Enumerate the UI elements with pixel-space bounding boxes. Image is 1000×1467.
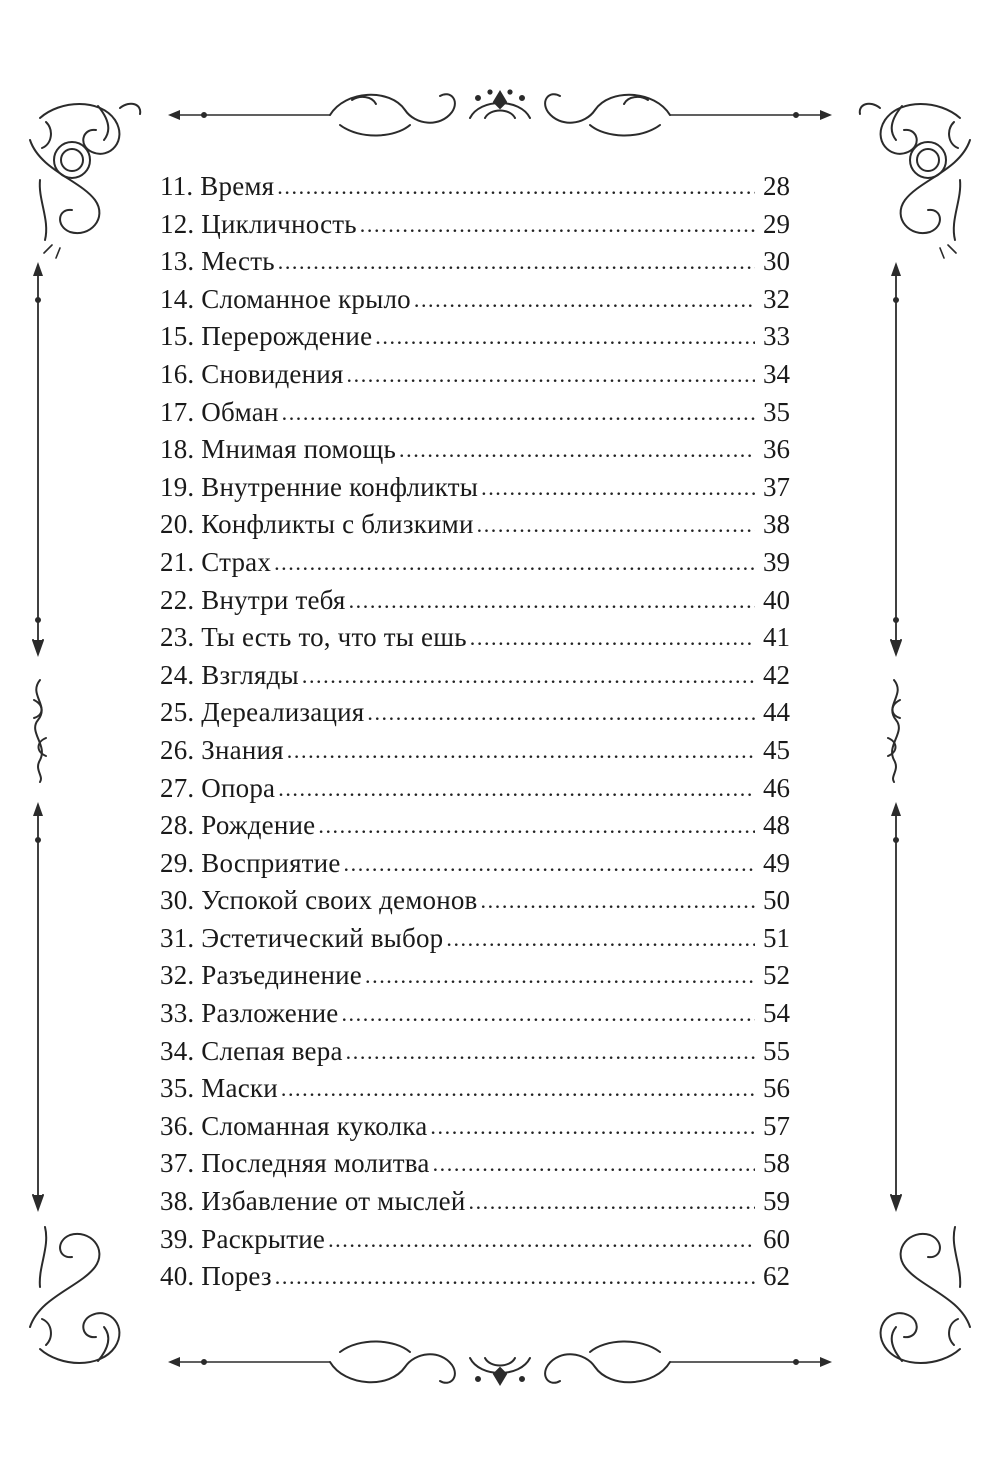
dot-leader [477, 505, 755, 544]
toc-entry-title: 13. Месть [160, 246, 275, 277]
toc-entry[interactable] [160, 168, 790, 206]
toc-entry[interactable] [160, 394, 790, 432]
toc-entry[interactable] [160, 732, 790, 770]
toc-entry-title: 30. Успокой своих демонов [160, 885, 478, 916]
arrow-border-icon [33, 802, 43, 1209]
toc-entry-page-number: 51 [763, 922, 790, 953]
toc-entry-title: 39. Раскрытие [160, 1223, 326, 1254]
toc-entry-page-number: 36 [763, 434, 790, 465]
dot-leader [341, 994, 755, 1033]
toc-entry[interactable] [160, 206, 790, 244]
arrow-border-icon [891, 262, 901, 654]
dot-leader [274, 543, 755, 582]
toc-entry-title: 37. Последняя молитва [160, 1148, 430, 1179]
toc-entry-page-number: 60 [763, 1223, 790, 1254]
toc-entry[interactable] [160, 544, 790, 582]
toc-entry[interactable] [160, 845, 790, 883]
toc-entry[interactable] [160, 1183, 790, 1221]
dot-leader [399, 430, 755, 469]
dragon-corner-icon [30, 104, 140, 258]
toc-entry-page-number: 62 [763, 1261, 790, 1292]
toc-entry-title: 27. Опора [160, 772, 276, 803]
dot-leader [344, 844, 755, 883]
toc-entry[interactable] [160, 882, 790, 920]
toc-entry-page-number: 40 [763, 584, 790, 615]
toc-entry-title: 23. Ты есть то, что ты ешь [160, 622, 467, 653]
toc-entry-title: 28. Рождение [160, 810, 316, 841]
toc-entry-page-number: 34 [763, 358, 790, 389]
toc-entry-page-number: 48 [763, 810, 790, 841]
toc-entry-page-number: 50 [763, 885, 790, 916]
dot-leader [275, 1257, 755, 1296]
toc-entry-page-number: 42 [763, 659, 790, 690]
toc-entry-page-number: 39 [763, 546, 790, 577]
arrow-border-icon [33, 262, 43, 654]
toc-entry[interactable] [160, 1108, 790, 1146]
table-of-contents [160, 168, 790, 1296]
toc-entry-page-number: 32 [763, 283, 790, 314]
dot-leader [349, 581, 755, 620]
toc-entry-page-number: 35 [763, 396, 790, 427]
toc-entry[interactable] [160, 770, 790, 808]
toc-entry-page-number: 28 [763, 171, 790, 201]
toc-entry-title: 16. Сновидения [160, 358, 344, 389]
dot-leader [430, 1107, 755, 1146]
toc-entry-title: 19. Внутренние конфликты [160, 471, 479, 502]
dot-leader [282, 393, 755, 432]
toc-entry[interactable] [160, 619, 790, 657]
toc-entry[interactable] [160, 920, 790, 958]
dragon-corner-icon [881, 1227, 970, 1363]
toc-entry-title: 22. Внутри тебя [160, 584, 346, 615]
toc-entry-page-number: 38 [763, 509, 790, 540]
dot-leader [277, 167, 755, 206]
toc-entry-page-number: 57 [763, 1110, 790, 1141]
toc-entry-title: 15. Перерождение [160, 321, 373, 352]
toc-entry[interactable] [160, 431, 790, 469]
toc-entry[interactable] [160, 807, 790, 845]
toc-entry[interactable] [160, 469, 790, 507]
toc-entry-page-number: 29 [763, 208, 790, 239]
toc-entry-title: 36. Сломанная куколка [160, 1110, 428, 1141]
toc-entry-title: 21. Страх [160, 546, 272, 577]
toc-entry-page-number: 37 [763, 471, 790, 502]
dot-leader [367, 693, 755, 732]
dot-leader [278, 769, 755, 808]
toc-entry-title: 17. Обман [160, 396, 279, 427]
toc-entry-title: 25. Дереализация [160, 697, 365, 728]
toc-entry-page-number: 54 [763, 998, 790, 1029]
toc-entry-title: 33. Разложение [160, 998, 339, 1029]
dot-leader [360, 205, 755, 244]
dot-leader [302, 656, 755, 695]
toc-entry[interactable] [160, 506, 790, 544]
dot-leader [375, 317, 755, 356]
toc-entry[interactable] [160, 657, 790, 695]
dot-leader [328, 1220, 755, 1259]
toc-entry-page-number: 59 [763, 1186, 790, 1217]
toc-entry-title: 18. Мнимая помощь [160, 434, 396, 465]
toc-entry-page-number: 56 [763, 1073, 790, 1104]
toc-entry-title: 24. Взгляды [160, 659, 299, 690]
dot-leader [365, 956, 755, 995]
toc-entry[interactable] [160, 243, 790, 281]
toc-entry[interactable] [160, 1033, 790, 1071]
toc-entry-title: 38. Избавление от мыслей [160, 1186, 466, 1217]
toc-entry-page-number: 33 [763, 321, 790, 352]
toc-entry-page-number: 45 [763, 734, 790, 765]
toc-entry-page-number: 58 [763, 1148, 790, 1179]
top-flourish-icon [168, 90, 832, 135]
dot-leader [318, 806, 755, 845]
toc-entry[interactable] [160, 995, 790, 1033]
dot-leader [470, 618, 755, 657]
dot-leader [481, 881, 755, 920]
toc-entry-title: 34. Слепая вера [160, 1035, 343, 1066]
dot-leader [414, 280, 755, 319]
toc-entry-page-number: 41 [763, 622, 790, 653]
bottom-flourish-icon [168, 1341, 832, 1384]
toc-entry[interactable] [160, 582, 790, 620]
toc-entry-page-number: 55 [763, 1035, 790, 1066]
scroll-ornament-icon [888, 680, 900, 782]
toc-entry-title: 26. Знания [160, 734, 284, 765]
toc-entry-page-number: 44 [763, 697, 790, 728]
dot-leader [433, 1144, 755, 1183]
arrow-border-icon [891, 802, 901, 1209]
toc-entry-title: 20. Конфликты с близкими [160, 509, 474, 540]
toc-entry[interactable] [160, 1221, 790, 1259]
toc-entry-page-number: 46 [763, 772, 790, 803]
toc-entry[interactable] [160, 694, 790, 732]
dot-leader [287, 731, 755, 770]
dot-leader [347, 355, 756, 394]
toc-entry[interactable] [160, 318, 790, 356]
toc-entry-title: 40. Порез [160, 1261, 272, 1292]
toc-entry-title: 35. Маски [160, 1073, 278, 1104]
dot-leader [481, 468, 755, 507]
dot-leader [346, 1032, 755, 1071]
toc-entry-title: 31. Эстетический выбор [160, 922, 444, 953]
toc-entry-page-number: 49 [763, 847, 790, 878]
dragon-corner-icon [860, 104, 970, 258]
toc-entry[interactable] [160, 1258, 790, 1296]
dot-leader [278, 242, 755, 281]
toc-entry[interactable] [160, 1070, 790, 1108]
scroll-ornament-icon [34, 680, 46, 782]
dot-leader [446, 919, 755, 958]
toc-entry-title: 12. Цикличность [160, 208, 357, 239]
toc-entry-page-number: 52 [763, 960, 790, 991]
toc-entry[interactable] [160, 1145, 790, 1183]
toc-entry-title: 29. Восприятие [160, 847, 341, 878]
dot-leader [281, 1069, 755, 1108]
toc-entry[interactable] [160, 957, 790, 995]
toc-entry[interactable] [160, 281, 790, 319]
dragon-corner-icon [30, 1227, 119, 1363]
toc-entry[interactable] [160, 356, 790, 394]
toc-entry-title: 11. Время [160, 171, 275, 201]
toc-entry-title: 14. Сломанное крыло [160, 283, 411, 314]
toc-entry-page-number: 30 [763, 246, 790, 277]
dot-leader [468, 1182, 755, 1221]
toc-entry-title: 32. Разъединение [160, 960, 362, 991]
